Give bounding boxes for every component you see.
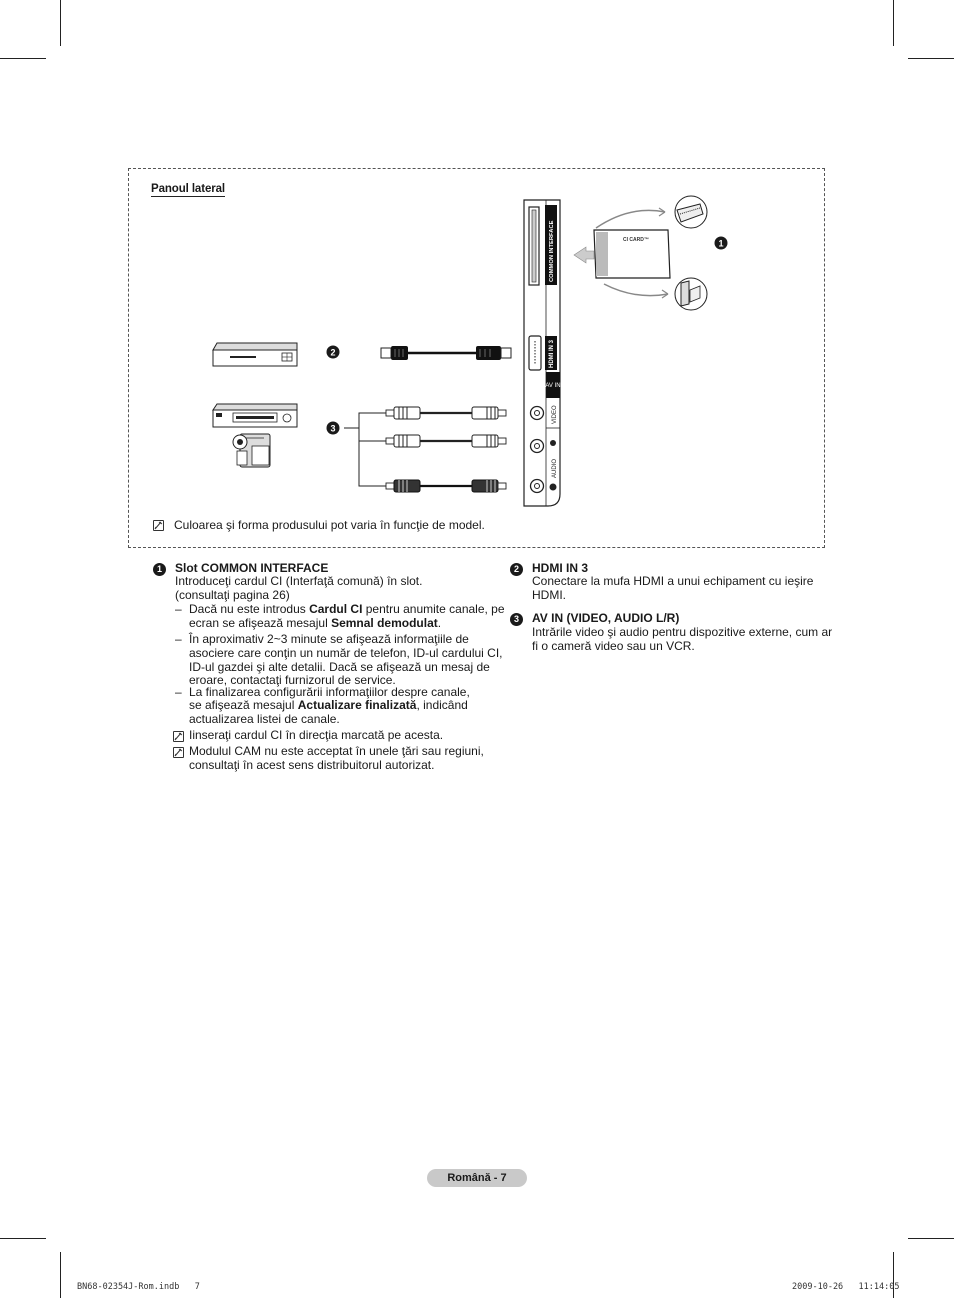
item1-bullet3-line3: actualizarea listei de canale. — [189, 712, 340, 726]
item1-bullet2-line4: eroare, contactaţi furnizorul de service. — [189, 673, 396, 687]
imprint-left: BN68-02354J-Rom.indb 7 — [77, 1282, 200, 1292]
note-icon — [173, 747, 184, 758]
ci-card-illustration — [574, 196, 707, 310]
item1-note2-line2: consultaţi în acest sens distribuitorul autorizat. — [189, 758, 435, 772]
item3-title: AV IN (VIDEO, AUDIO L/R) — [532, 611, 680, 625]
crop-mark — [0, 1238, 46, 1239]
callout-1: 1 — [718, 238, 724, 249]
ci-card-label: CI CARD™ — [623, 237, 649, 243]
bullet-dash: – — [175, 602, 182, 616]
hdmi-in3-label: HDMI IN 3 — [549, 339, 555, 368]
connection-diagram — [0, 0, 954, 520]
item2-number: 2 — [510, 563, 523, 576]
item1-bullet2-line3: ID-ul gazdei şi alte detalii. Dacă se afişează un mesaj de — [189, 660, 490, 674]
dvd-player-icon — [213, 343, 297, 366]
common-interface-label: COMMON INTERFACE — [549, 220, 555, 282]
item2-title: HDMI IN 3 — [532, 561, 589, 575]
imprint-right: 2009-10-26 11:14:05 — [792, 1282, 900, 1292]
item1-note1: Iinseraţi cardul CI în direcţia marcată pe acesta. — [189, 728, 444, 742]
item1-bullet1-line2: ecran se afişează mesajul Semnal demodulat. — [189, 616, 442, 630]
callout-3: 3 — [330, 423, 336, 434]
note-icon — [173, 731, 184, 742]
rca-cables-icon — [344, 407, 506, 492]
item1-bullet2-line1: În aproximativ 2~3 minute se afişează informaţiile de — [189, 632, 469, 646]
crop-mark — [60, 1252, 61, 1298]
vcr-icon — [213, 404, 297, 427]
video-label: VIDEO — [552, 405, 558, 424]
hdmi-cable-icon — [381, 346, 511, 360]
av-in-label: AV IN — [545, 383, 561, 389]
panel-note: Culoarea şi forma produsului pot varia în funcţie de model. — [174, 518, 485, 532]
camcorder-icon — [233, 434, 270, 467]
audio-label: AUDIO — [552, 458, 558, 478]
item3-number: 3 — [510, 613, 523, 626]
item1-bullet1-line1: Dacă nu este introdus Cardul CI pentru anumite canale, pe — [189, 602, 505, 616]
item3-line1: Intrările video şi audio pentru dispozitive externe, cum ar — [532, 625, 833, 639]
panel-title: Panoul lateral — [151, 183, 226, 195]
crop-mark — [908, 1238, 954, 1239]
item3-line2: fi o cameră video sau un VCR. — [532, 639, 695, 653]
item2-line1: Conectare la mufa HDMI a unui echipament cu ieşire — [532, 574, 814, 588]
item1-line1: Introduceţi cardul CI (Interfaţă comună) în slot. — [175, 574, 423, 588]
bullet-dash: – — [175, 632, 182, 646]
item1-number: 1 — [153, 563, 166, 576]
page-number-badge: Română - 7 — [427, 1169, 527, 1187]
note-icon — [153, 520, 164, 531]
item2-line2: HDMI. — [532, 588, 566, 602]
item1-bullet2-line2: asociere care conţin un număr de telefon, ID-ul cardului CI, — [189, 646, 503, 660]
bullet-dash: – — [175, 685, 182, 699]
item1-title: Slot COMMON INTERFACE — [175, 561, 329, 575]
item1-bullet3-line2: se afişează mesajul Actualizare finalizată, indicând — [189, 698, 468, 712]
item1-bullet3-line1: La finalizarea configurării informaţiilor despre canale, — [189, 685, 470, 699]
callout-2: 2 — [330, 347, 336, 358]
item1-note2-line1: Modulul CAM nu este acceptat în unele ţări sau regiuni, — [189, 744, 484, 758]
item1-line2: (consultaţi pagina 26) — [175, 588, 290, 602]
